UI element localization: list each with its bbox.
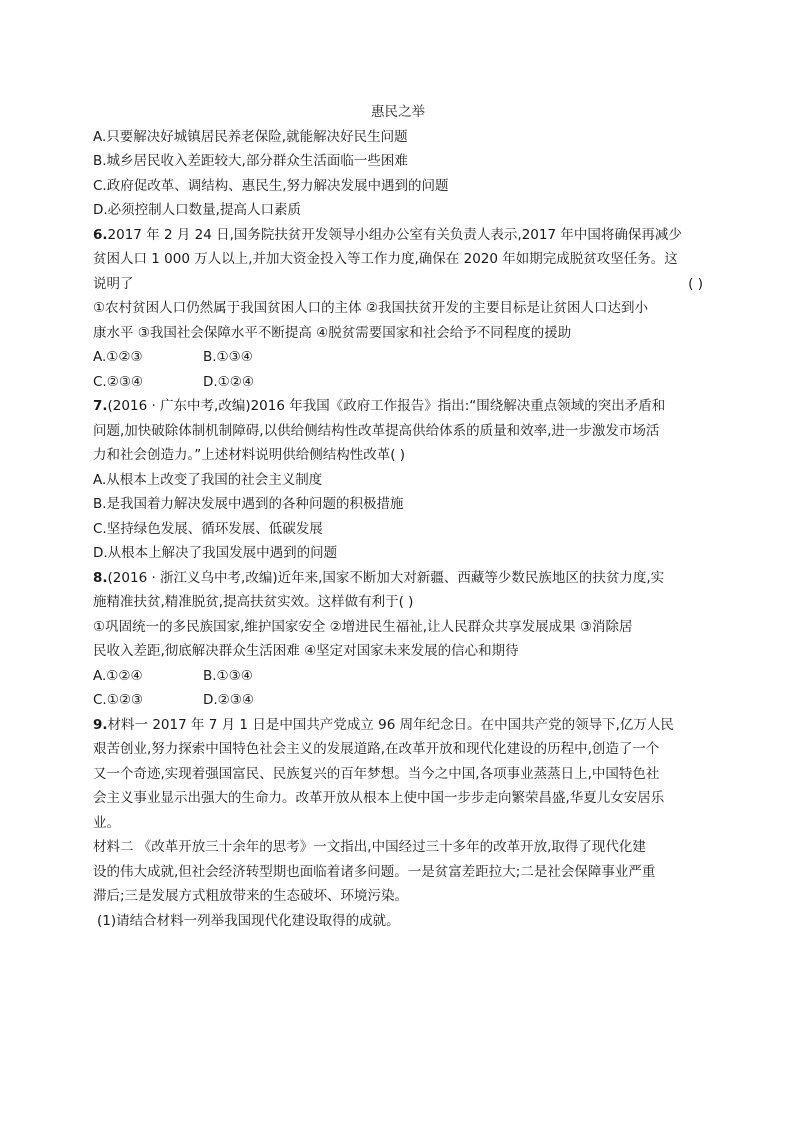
q6-line-2: 贫困人口 1 000 万人以上,并加大资金投入等工作力度,确保在 2020 年如期完成脱贫攻坚任务。这 [93,251,678,267]
q6-options-row-1 [93,345,703,370]
q5-option-b: B.城乡居民收入差距较大,部分群众生活面临一些困难 [93,153,408,169]
q9-material-2-line-2: 设的伟大成就,但社会经济转型期也面临着诸多问题。一是贫富差距拉大;二是社会保障事业严重 [93,863,656,880]
q6-option-d: D.①②④ [203,373,254,390]
q8-statement-2: 民收入差距,彻底解决群众生活困难 ④坚定对国家未来发展的信心和期待 [93,643,519,659]
q8-option-d: D.②③④ [203,692,254,708]
q9-material-1-line-5: 业。 [93,814,120,831]
q6-number: 6. [93,226,108,243]
q6-statement-2: 康水平 ③我国社会保障水平不断提高 ④脱贫需要国家和社会给予不同程度的援助 [93,324,572,341]
q6-text-3: 说明了 [93,275,134,292]
q9-material-1-line-2: 艰苦创业,努力探索中国特色社会主义的发展道路,在改革开放和现代化建设的历程中,创造了一个 [93,741,660,757]
q5-option-a: A.只要解决好城镇居民养老保险,就能解决好民生问题 [93,128,408,145]
q6-text-1: 2017 年 2 月 24 日,国务院扶贫开发领导小组办公室有关负责人表示,2017 年中国将确保再减少 [107,226,682,243]
q9-material-1-line-3: 又一个奇迹,实现着强国富民、民族复兴的百年梦想。当今之中国,各项事业蒸蒸日上,中国特色社 [93,765,660,782]
q6-line-1 [93,223,703,248]
q9-m1-text-1: 材料一 2017 年 7 月 1 日是中国共产党成立 96 周年纪念日。在中国共产党的领导下,亿万人民 [107,716,674,733]
q6-option-a: A.①②③ [93,349,143,365]
q8-text-1: (2016 · 浙江义乌中考,改编)近年来,国家不断加大对新疆、西藏等少数民族地区的扶贫力度,实 [107,569,665,586]
q8-line-1 [93,566,703,591]
q8-option-b: B.①③④ [203,667,253,684]
q6-answer-bracket: ( ) [688,275,703,292]
q7-line-1 [93,394,703,419]
q7-number: 7. [93,398,108,414]
q8-statement-1: ①巩固统一的多民族国家,维护国家安全 ②增进民生福祉,让人民群众共享发展成果 ③消除居 [93,618,633,635]
q9-subquestion-1: (1)请结合材料一列举我国现代化建设取得的成就。 [97,912,400,929]
q5-option-c: C.政府促改革、调结构、惠民生,努力解决发展中遇到的问题 [93,177,449,194]
q7-option-c: C.坚持绿色发展、循环发展、低碳发展 [93,520,323,537]
q6-option-b: B.①③④ [203,349,253,365]
q8-line-2: 施精准扶贫,精准脱贫,提高扶贫实效。这样做有利于( ) [93,594,414,610]
q7-option-d: D.从根本上解决了我国发展中遇到的问题 [93,545,338,561]
q6-statement-1: ①农村贫困人口仍然属于我国贫困人口的主体 ②我国扶贫开发的主要目标是让贫困人口达到小 [93,300,648,316]
q7-option-b: B.是我国着力解决发展中遇到的各种问题的积极措施 [93,496,404,512]
q9-material-1-line-4: 会主义事业显示出强大的生命力。改革开放从根本上使中国一步步走向繁荣昌盛,华夏儿女安居乐 [93,790,665,806]
q9-material-2-line-3: 滞后;三是发展方式粗放带来的生态破坏、环境污染。 [93,888,409,904]
q7-option-a: A.从根本上改变了我国的社会主义制度 [93,471,323,488]
q7-line-3: 力和社会创造力。”上述材料说明供给侧结构性改革( ) [93,447,406,463]
q6-options-row-2 [93,370,703,395]
q8-options-row-2 [93,688,703,713]
q8-number: 8. [93,569,108,586]
q7-text-1: (2016 · 广东中考,改编)2016 年我国《政府工作报告》指出:“围绕解决重点领域的突出矛盾和 [107,398,666,414]
document-content [93,100,703,933]
section-title: 惠民之举 [371,104,425,120]
q7-line-2: 问题,加快破除体制机制障碍,以供给侧结构性改革提高供给体系的质量和效率,进一步激发市场活 [93,422,660,439]
q5-option-d: D.必须控制人口数量,提高人口素质 [93,202,301,218]
q6-line-3 [93,272,703,297]
q8-option-c: C.①②③ [93,692,144,708]
q9-material-2-line-1: 材料二 《改革开放三十余年的思考》一文指出,中国经过三十多年的改革开放,取得了现代化建 [93,839,646,855]
q9-number: 9. [93,716,108,733]
q6-option-c: C.②③④ [93,373,144,390]
q8-option-a: A.①②④ [93,667,143,684]
q8-options-row-1 [93,664,703,689]
q9-material-1-line-1 [93,713,703,738]
